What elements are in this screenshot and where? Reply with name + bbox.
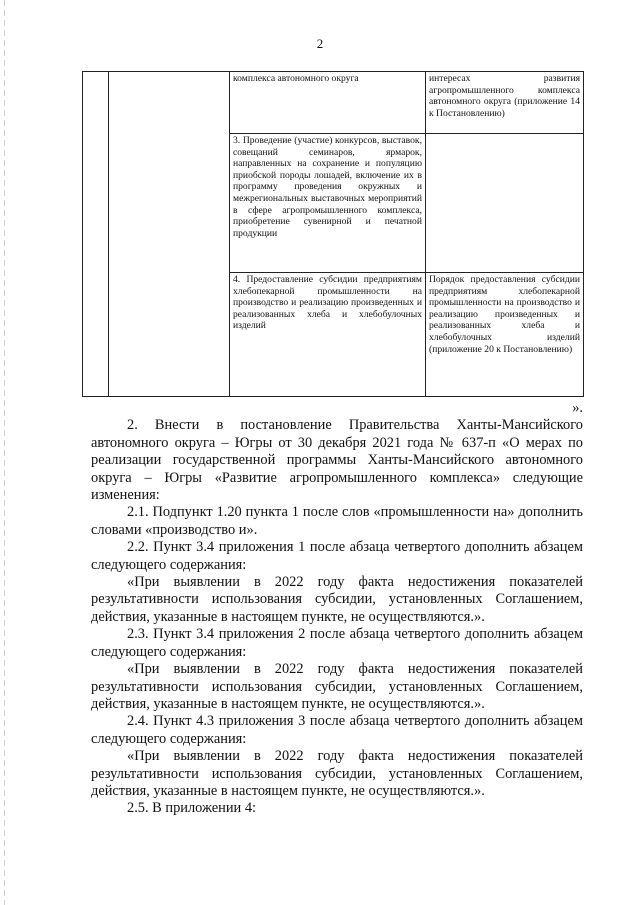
paragraph-2-4: 2.4. Пункт 4.3 приложения 3 после абзаца четвертого дополнить абзацем следующего содержания: xyxy=(91,713,583,747)
paragraph-quote: «При выявлении в 2022 году факта недостижения показателей результативности использования субсидии, установленных Соглашением, действия, указанные в настоящем пункте, не осуществляются.». xyxy=(91,661,583,712)
paragraph-quote: «При выявлении в 2022 году факта недостижения показателей результативности использования субсидии, установленных Соглашением, действия, указанные в настоящем пункте, не осуществляются.». xyxy=(91,574,583,625)
table-cell-name xyxy=(109,72,230,397)
table-cell-activity: 3. Проведение (участие) конкурсов, выставок, совещаний семинаров, ярмарок, направленных на сохранение и популяцию приобской породы лошадей, включение их в программу проведения окружных и межрегиональных выставочных мероприятий в сфере агропромышленного комплекса, приобретение сувенирной и печатной продукции xyxy=(230,134,426,273)
scan-edge xyxy=(4,0,5,905)
table-cell-document: Порядок предоставления субсидии предприятиям хлебопекарной промышленности на производство и реализацию произведенных и реализованных хлеба и хлебобулочных изделий (приложение 20 к Постановлению) xyxy=(426,273,584,397)
table-cell-document xyxy=(426,134,584,273)
table-row xyxy=(83,72,584,134)
paragraph-2: 2. Внести в постановление Правительства Ханты-Мансийского автономного округа – Югры от 30 декабря 2021 года № 637-п «О мерах по реализации государственной программы Ханты-Мансийского автономного округа – Югры «Развитие агропромышленного комплекса» следующие изменения: xyxy=(91,417,583,504)
table-cell-document: интересах развития агропромышленного комплекса автономного округа (приложение 14 к Постановлению) xyxy=(426,72,584,134)
closing-quote: ». xyxy=(572,400,583,416)
paragraph-2-3: 2.3. Пункт 3.4 приложения 2 после абзаца четвертого дополнить абзацем следующего содержания: xyxy=(91,626,583,660)
program-table xyxy=(82,71,584,397)
page-number: 2 xyxy=(316,36,324,51)
paragraph-2-5: 2.5. В приложении 4: xyxy=(127,800,257,817)
table-cell-activity: комплекса автономного округа xyxy=(230,72,426,134)
paragraph-2-2: 2.2. Пункт 3.4 приложения 1 после абзаца четвертого дополнить абзацем следующего содержания: xyxy=(91,539,583,573)
table-cell-activity: 4. Предоставление субсидии предприятиям хлебопекарной промышленности на производство и реализацию произведенных и реализованных хлеба и хлебобулочных изделий xyxy=(230,273,426,397)
paragraph-2-1: 2.1. Подпункт 1.20 пункта 1 после слов «промышленности на» дополнить словами «производство и». xyxy=(91,504,583,538)
table-cell-number xyxy=(83,72,109,397)
paragraph-quote: «При выявлении в 2022 году факта недостижения показателей результативности использования субсидии, установленных Соглашением, действия, указанные в настоящем пункте, не осуществляются.». xyxy=(91,748,583,799)
document-body xyxy=(91,400,583,818)
